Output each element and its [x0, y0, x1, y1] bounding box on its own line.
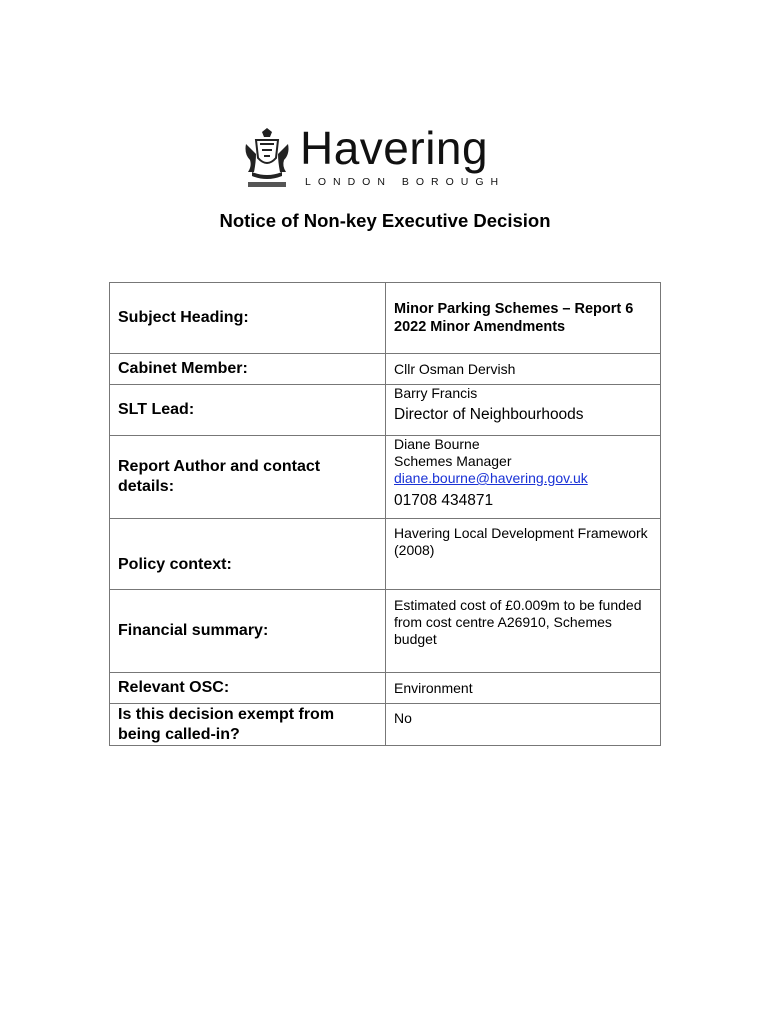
table-row-policy-context [110, 519, 661, 590]
author-role: Schemes Manager [394, 453, 512, 469]
subject-heading-label: Subject Heading: [110, 283, 386, 354]
table-row-report-author [110, 436, 661, 519]
document-title: Notice of Non-key Executive Decision [219, 210, 551, 231]
cabinet-member-label: Cabinet Member: [110, 354, 386, 385]
policy-context-label: Policy context: [110, 519, 386, 590]
cabinet-member-value: Cllr Osman Dervish [386, 354, 661, 385]
call-in-exempt-label: Is this decision exempt from being called-in? [110, 704, 386, 746]
borough-coat-of-arms-icon [242, 128, 292, 192]
policy-context-value: Havering Local Development Framework (2008) [386, 519, 661, 590]
table-row-relevant-osc [110, 673, 661, 704]
subject-heading-value: Minor Parking Schemes – Report 6 2022 Minor Amendments [386, 283, 661, 354]
financial-summary-label: Financial summary: [110, 590, 386, 673]
table-row-cabinet-member [110, 354, 661, 385]
author-name: Diane Bourne [394, 436, 480, 452]
logo-tagline: LONDON BOROUGH [305, 176, 506, 188]
call-in-exempt-value: No [386, 704, 661, 746]
report-author-label: Report Author and contact details: [110, 436, 386, 519]
table-row-slt-lead [110, 385, 661, 436]
relevant-osc-value: Environment [386, 673, 661, 704]
havering-logo [242, 122, 522, 192]
slt-lead-role: Director of Neighbourhoods [394, 406, 584, 423]
table-row-subject [110, 283, 661, 354]
slt-lead-value [386, 385, 661, 436]
table-row-financial-summary [110, 590, 661, 673]
report-author-value [386, 436, 661, 519]
author-email-link[interactable]: diane.bourne@havering.gov.uk [394, 470, 588, 486]
slt-lead-name: Barry Francis [394, 385, 478, 401]
slt-lead-label: SLT Lead: [110, 385, 386, 436]
financial-summary-value: Estimated cost of £0.009m to be funded from cost centre A26910, Schemes budget [386, 590, 661, 673]
decision-details-table [109, 282, 661, 746]
logo-wordmark: Havering [300, 122, 489, 174]
table-row-call-in-exempt [110, 704, 661, 746]
author-phone: 01708 434871 [394, 492, 494, 509]
relevant-osc-label: Relevant OSC: [110, 673, 386, 704]
